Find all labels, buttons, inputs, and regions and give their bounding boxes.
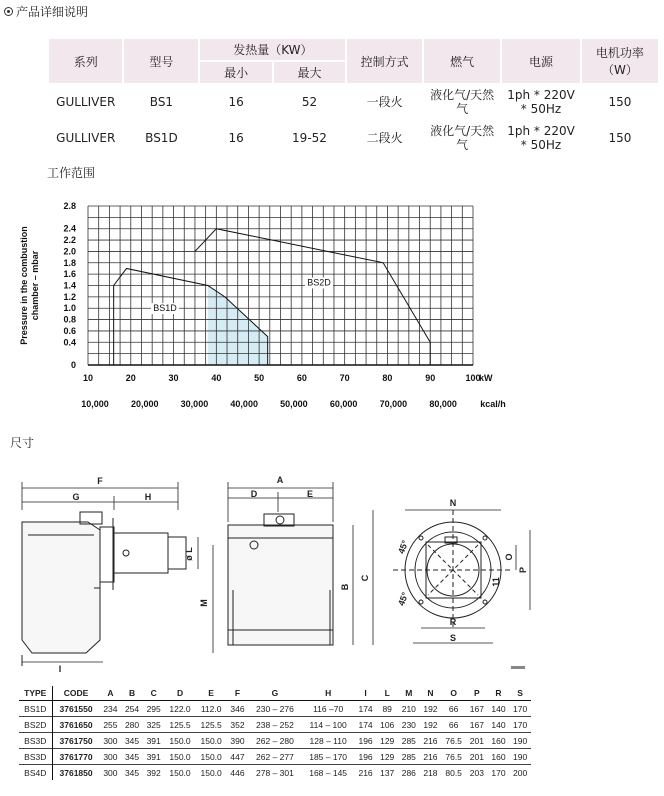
- dim-cell: 346: [227, 701, 249, 717]
- dim-cell: 167: [466, 717, 488, 733]
- dim-col-header: N: [420, 686, 442, 701]
- dimensions-header-row: [19, 686, 531, 701]
- dim-cell: 238 – 252: [248, 717, 301, 733]
- range-title: 工作范围: [47, 166, 96, 180]
- dim-cell: 286: [398, 765, 420, 781]
- x2-tick-label: 20,000: [130, 399, 159, 409]
- cell: 液化气/天然气: [430, 124, 495, 152]
- y-tick-label: 1.2: [63, 291, 76, 302]
- dimensions-table: [19, 686, 531, 780]
- col-control: 控制方式: [347, 39, 422, 83]
- y-tick-label: 0.6: [63, 325, 76, 336]
- cell: 16: [228, 95, 244, 109]
- y-tick-label: 2.4: [63, 223, 76, 234]
- dim-col-header: B: [121, 686, 143, 701]
- dim-col-header: P: [466, 686, 488, 701]
- table-row: [19, 701, 531, 717]
- dim-cell: 3761550: [52, 701, 100, 717]
- y-tick-label: 1.8: [63, 257, 76, 268]
- dim-cell: 3761650: [52, 717, 100, 733]
- dim-cell: 254: [121, 701, 143, 717]
- dim-col-header: TYPE: [19, 686, 52, 701]
- dim-col-header: F: [227, 686, 249, 701]
- dim-cell: 262 – 277: [248, 749, 301, 765]
- dim-cell: 76.5: [441, 733, 466, 749]
- dim-cell: 150.0: [196, 733, 227, 749]
- dim-cell: 150.0: [164, 765, 195, 781]
- cell: GULLIVER: [56, 95, 116, 109]
- dim-col-header: L: [376, 686, 398, 701]
- dim-label-R: R: [449, 617, 457, 627]
- x2-tick-label: 70,000: [379, 399, 408, 409]
- y-tick-label: 2.8: [63, 201, 76, 211]
- dim-cell: 285: [398, 733, 420, 749]
- dim-cell: BS2D: [19, 717, 52, 733]
- dim-col-header: M: [398, 686, 420, 701]
- dim-cell: 447: [227, 749, 249, 765]
- dim-col-header: D: [164, 686, 195, 701]
- dim-cell: 125.5: [196, 717, 227, 733]
- dim-cell: 391: [143, 733, 165, 749]
- x-unit-label: kW: [479, 373, 493, 383]
- dim-cell: 3761850: [52, 765, 100, 781]
- bullet-icon: [4, 7, 13, 16]
- cell: BS1: [149, 95, 174, 109]
- cell: 液化气/天然气: [430, 88, 495, 116]
- dim-col-header: I: [355, 686, 377, 701]
- dim-cell: 201: [466, 733, 488, 749]
- dim-col-header: E: [196, 686, 227, 701]
- cell: BS1D: [145, 131, 178, 145]
- side-view-drawing: [22, 512, 186, 666]
- col-motor: 电机功率（W）: [582, 39, 658, 83]
- dim-cell: 300: [100, 733, 122, 749]
- dim-cell: 200: [509, 765, 531, 781]
- dim-cell: 218: [420, 765, 442, 781]
- dim-cell: 66: [441, 717, 466, 733]
- cell: 52: [301, 95, 318, 109]
- dim-cell: 255: [100, 717, 122, 733]
- cell: 150: [608, 131, 632, 145]
- dim-cell: 122.0: [164, 701, 195, 717]
- dim-cell: 196: [355, 749, 377, 765]
- dim-cell: 295: [143, 701, 165, 717]
- dim-cell: 170: [509, 701, 531, 717]
- x-tick-label: 90: [425, 373, 436, 383]
- spec-table: [47, 37, 660, 157]
- dim-cell: 168 – 145: [302, 765, 355, 781]
- angle-label-bottom: 45°: [396, 590, 411, 608]
- dim-cell: 150.0: [164, 749, 195, 765]
- y-tick-label: 0.8: [63, 314, 76, 325]
- dim-cell: 391: [143, 749, 165, 765]
- dimension-drawings: [8, 470, 548, 675]
- x2-unit-label: kcal/h: [480, 399, 506, 409]
- dim-cell: 150.0: [164, 733, 195, 749]
- x-tick-label: 20: [125, 373, 136, 383]
- y-tick-label: 1.6: [63, 269, 76, 280]
- col-series: 系列: [49, 39, 122, 83]
- dim-cell: 390: [227, 733, 249, 749]
- dim-cell: 185 – 170: [302, 749, 355, 765]
- dim-cell: 278 – 301: [248, 765, 301, 781]
- section-header-title: 产品详细说明: [16, 5, 89, 19]
- dim-cell: 345: [121, 733, 143, 749]
- dim-label-G: G: [72, 492, 80, 502]
- dim-cell: 129: [376, 749, 398, 765]
- dim-col-header: R: [488, 686, 510, 701]
- dim-cell: 160: [488, 733, 510, 749]
- dim-col-header: CODE: [52, 686, 100, 701]
- y-tick-label: 1.4: [63, 280, 76, 291]
- dim-cell: 116 –70: [302, 701, 355, 717]
- dim-cell: 128 – 110: [302, 733, 355, 749]
- dim-col-header: H: [302, 686, 355, 701]
- table-row: [19, 765, 531, 781]
- col-heat: 发热量（KW）: [200, 39, 345, 60]
- dim-cell: 300: [100, 765, 122, 781]
- dim-cell: 210: [398, 701, 420, 717]
- cell: 150: [608, 95, 632, 109]
- dim-cell: 174: [355, 717, 377, 733]
- dim-cell: 352: [227, 717, 249, 733]
- dim-col-header: O: [441, 686, 466, 701]
- dim-cell: 137: [376, 765, 398, 781]
- dim-label-L: ø L: [184, 547, 194, 561]
- x2-tick-label: 10,000: [81, 399, 109, 409]
- dim-cell: 174: [355, 701, 377, 717]
- col-min: 最小: [200, 62, 271, 83]
- dim-cell: 167: [466, 701, 488, 717]
- dim-cell: 201: [466, 749, 488, 765]
- table-row: [19, 733, 531, 749]
- dim-label-A: A: [276, 475, 284, 485]
- x2-tick-label: 50,000: [280, 399, 308, 409]
- dim-label-H: H: [144, 492, 152, 502]
- dim-cell: 325: [143, 717, 165, 733]
- dim-cell: BS4D: [19, 765, 52, 781]
- dim-cell: 192: [420, 717, 442, 733]
- series-name: BS2D: [307, 277, 331, 288]
- x2-tick-label: 80,000: [429, 399, 457, 409]
- dim-cell: BS3D: [19, 749, 52, 765]
- y-tick-label: 2.2: [63, 235, 76, 246]
- dim-cell: 192: [420, 701, 442, 717]
- dim-cell: 150.0: [196, 749, 227, 765]
- dim-label-O: O: [504, 553, 514, 561]
- dim-cell: 76.5: [441, 749, 466, 765]
- front-view-drawing: [228, 514, 333, 645]
- x2-tick-label: 30,000: [180, 399, 209, 409]
- dim-cell: 114 – 100: [302, 717, 355, 733]
- dim-cell: 89: [376, 701, 398, 717]
- dim-cell: 216: [420, 733, 442, 749]
- section-header: [4, 3, 88, 20]
- dim-cell: 170: [509, 717, 531, 733]
- cell: 1ph * 220V * 50Hz: [507, 124, 575, 152]
- col-power: 电源: [502, 39, 580, 83]
- dim-col-header: C: [143, 686, 165, 701]
- dim-cell: 112.0: [196, 701, 227, 717]
- x2-tick-label: 60,000: [329, 399, 358, 409]
- flange-view-drawing: [393, 510, 513, 630]
- dim-label-E: E: [306, 489, 314, 499]
- cell: 二段火: [366, 131, 403, 145]
- dim-cell: 446: [227, 765, 249, 781]
- dim-cell: 80.5: [441, 765, 466, 781]
- angle-label-top: 45°: [396, 538, 411, 556]
- x-tick-label: 60: [296, 373, 307, 383]
- y-tick-label: 1.0: [63, 303, 76, 314]
- dim-cell: 300: [100, 749, 122, 765]
- dim-cell: 345: [121, 749, 143, 765]
- x-tick-label: 30: [168, 373, 179, 383]
- dim-cell: 190: [509, 733, 531, 749]
- cell: GULLIVER: [56, 131, 116, 145]
- dim-cell: 125.5: [164, 717, 195, 733]
- col-model: 型号: [124, 39, 198, 83]
- y-axis-label: Pressure in the combustionchamber – mbar: [19, 226, 40, 345]
- dim-cell: 160: [488, 749, 510, 765]
- dim-label-M: M: [199, 599, 209, 607]
- cell: 16: [228, 131, 244, 145]
- dim-cell: 140: [488, 717, 510, 733]
- dim-cell: 230 – 276: [248, 701, 301, 717]
- dim-label-B: B: [340, 583, 350, 591]
- x-tick-label: 40: [211, 373, 222, 383]
- dim-cell: 3761770: [52, 749, 100, 765]
- table-row: [49, 121, 658, 155]
- x-tick-label: 70: [339, 373, 350, 383]
- y-tick-label: 2.0: [63, 246, 76, 257]
- col-max: 最大: [274, 62, 346, 83]
- x-tick-label: 50: [254, 373, 265, 383]
- dim-label-C: C: [360, 574, 370, 582]
- x-tick-label: 100: [465, 373, 481, 383]
- dim-cell: 196: [355, 733, 377, 749]
- dim-cell: 216: [420, 749, 442, 765]
- dim-cell: 66: [441, 701, 466, 717]
- dim-cell: 262 – 280: [248, 733, 301, 749]
- table-row: [19, 717, 531, 733]
- dim-cell: BS1D: [19, 701, 52, 717]
- dim-label-S: S: [449, 633, 457, 643]
- dim-cell: 129: [376, 733, 398, 749]
- dim-label-I: I: [58, 664, 62, 674]
- dim-label-F: F: [97, 476, 103, 486]
- dim-cell: 140: [488, 701, 510, 717]
- dim-cell: 3761750: [52, 733, 100, 749]
- working-range-chart: [8, 196, 543, 414]
- dim-cell: BS3D: [19, 733, 52, 749]
- dim-cell: 106: [376, 717, 398, 733]
- dim-col-header: S: [509, 686, 531, 701]
- x-tick-label: 10: [82, 373, 94, 383]
- cell: 一段火: [366, 95, 403, 109]
- dim-cell: 230: [398, 717, 420, 733]
- dim-cell: 234: [100, 701, 122, 717]
- dim-cell: 280: [121, 717, 143, 733]
- y-tick-label: 0.4: [63, 337, 76, 348]
- col-gas: 燃气: [424, 39, 500, 83]
- dim-cell: 392: [143, 765, 165, 781]
- series-name: BS1D: [153, 303, 177, 314]
- dims-title: 尺寸: [10, 436, 35, 450]
- series-label: [305, 278, 333, 289]
- dim-label-D: D: [250, 489, 258, 499]
- dim-label-P: P: [518, 566, 528, 574]
- dim-cell: 203: [466, 765, 488, 781]
- cell: 1ph * 220V * 50Hz: [507, 88, 575, 116]
- table-row: [19, 749, 531, 765]
- y-tick-label: 0: [70, 360, 76, 370]
- dim-cell: 345: [121, 765, 143, 781]
- dim-col-header: A: [100, 686, 122, 701]
- series-label: [151, 303, 179, 314]
- x-tick-label: 80: [382, 373, 393, 383]
- dim-col-header: G: [248, 686, 301, 701]
- dim-label-11: 11: [491, 577, 501, 587]
- dim-cell: 170: [488, 765, 510, 781]
- dim-cell: 216: [355, 765, 377, 781]
- table-row: [49, 85, 658, 119]
- x2-tick-label: 40,000: [230, 399, 258, 409]
- dim-cell: 285: [398, 749, 420, 765]
- cell: 19-52: [292, 131, 327, 145]
- dim-cell: 190: [509, 749, 531, 765]
- dim-cell: 150.0: [196, 765, 227, 781]
- dim-label-N: N: [449, 498, 457, 508]
